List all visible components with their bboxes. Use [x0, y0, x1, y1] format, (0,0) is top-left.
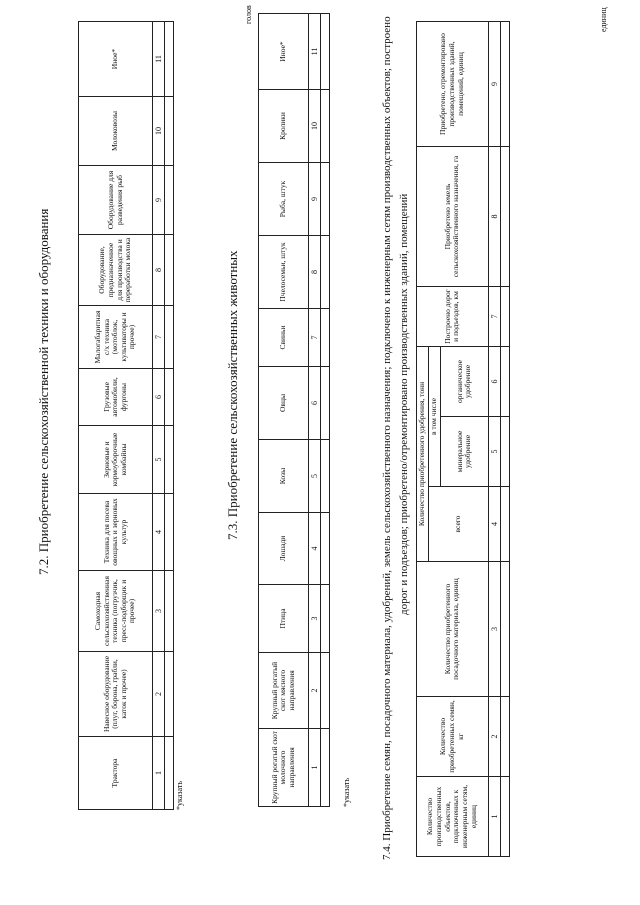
col-number: 3: [153, 571, 165, 652]
header-land: Приобретено земель сельскохозяйственного назначения, га: [417, 147, 489, 287]
col-number: 2: [153, 652, 165, 737]
col-number: 8: [309, 236, 321, 309]
header-combines: Зерновые и кормоуборочные комбайны: [79, 426, 153, 494]
col-number: 8: [153, 235, 165, 306]
header-goats: Козы: [259, 440, 309, 513]
empty-cell[interactable]: [165, 369, 174, 426]
col-number: 9: [309, 163, 321, 236]
empty-cell[interactable]: [500, 147, 509, 287]
header-other: Иное*: [259, 14, 309, 90]
col-number: 5: [153, 426, 165, 494]
col-number: 4: [488, 487, 500, 562]
col-number: 3: [488, 562, 500, 697]
header-roads: Построено дорог и подъездов, км: [417, 287, 489, 347]
header-objects-connected: Количество производственных объектов, подключенных к инженерным сетям, единиц: [417, 777, 489, 857]
empty-cell[interactable]: [321, 14, 330, 90]
empty-cell[interactable]: [321, 653, 330, 729]
header-fish: Рыба, штук: [259, 163, 309, 236]
section-72-table: [78, 21, 174, 810]
header-rabbits: Кролики: [259, 90, 309, 163]
header-trucks: Грузовые автомобили, фургоны: [79, 369, 153, 426]
header-fertilizer-total: всего: [429, 487, 489, 562]
col-number: 5: [309, 440, 321, 513]
col-number: 2: [309, 653, 321, 729]
section-73-footnote: *указать: [342, 778, 351, 807]
col-number: 7: [153, 306, 165, 369]
header-sowing-tech: Техника для посева овощных и зерновых культур: [79, 494, 153, 571]
empty-cell[interactable]: [321, 163, 330, 236]
section-72-footnote: *указать: [175, 781, 184, 810]
header-pigs: Свиньи: [259, 309, 309, 367]
col-number: 8: [488, 147, 500, 287]
empty-cell[interactable]: [500, 287, 509, 347]
header-attachments: Навесное оборудование (плуг, борона, грабли, каток и прочее): [79, 652, 153, 737]
col-number: 7: [309, 309, 321, 367]
header-fertilizer-mineral: минеральное удобрение: [440, 417, 488, 487]
section-72-unit: единиц: [599, 7, 608, 32]
section-74-table: [416, 21, 510, 857]
col-number: 10: [309, 90, 321, 163]
col-number: 1: [309, 729, 321, 807]
header-bee-colonies: Пчелосемьи, штук: [259, 236, 309, 309]
empty-cell[interactable]: [165, 571, 174, 652]
header-milk-trucks: Молоковозы: [79, 97, 153, 166]
empty-cell[interactable]: [321, 309, 330, 367]
empty-cell[interactable]: [165, 426, 174, 494]
col-number: 1: [153, 737, 165, 810]
header-fertilizer-including: в том числе: [429, 347, 441, 487]
section-73-title: 7.3. Приобретение сельскохозяйственных животных: [225, 250, 240, 540]
empty-cell[interactable]: [500, 22, 509, 147]
header-self-propelled: Самоходная сельскохозяйственная техника (погрузчик, пресс-подборщик и прочее): [79, 571, 153, 652]
empty-cell[interactable]: [165, 22, 174, 97]
col-number: 6: [153, 369, 165, 426]
empty-cell[interactable]: [500, 347, 509, 417]
section-74-title-line2: дорог и подъездов; приобретено/отремонтировано производственных зданий, помещений: [398, 193, 410, 615]
header-fertilizer: Количество приобретенного удобрения, тонн: [417, 347, 429, 562]
empty-cell[interactable]: [165, 235, 174, 306]
header-dairy-cattle: Крупный рогатый скот молочного направления: [259, 729, 309, 807]
header-sheep: Овцы: [259, 367, 309, 440]
col-number: 1: [488, 777, 500, 857]
col-number: 6: [309, 367, 321, 440]
empty-cell[interactable]: [321, 236, 330, 309]
section-74-title-line1: 7.4. Приобретение семян, посадочного материала, удобрений, земель сельскохозяйственного назначения; подключено к инженерным сетям производственных объектов; построено: [381, 16, 393, 860]
col-number: 11: [309, 14, 321, 90]
header-seeds: Количество приобретенных семян, кг: [417, 697, 489, 777]
header-fish-equipment: Оборудование для разведения рыб: [79, 166, 153, 235]
empty-cell[interactable]: [500, 487, 509, 562]
header-planting-material: Количество приобретенного посадочного материала, единиц: [417, 562, 489, 697]
col-number: 9: [488, 22, 500, 147]
header-fertilizer-organic: органическое удобрение: [440, 347, 488, 417]
empty-cell[interactable]: [321, 440, 330, 513]
col-number: 4: [153, 494, 165, 571]
col-number: 7: [488, 287, 500, 347]
empty-cell[interactable]: [165, 737, 174, 810]
empty-cell[interactable]: [165, 652, 174, 737]
col-number: 9: [153, 166, 165, 235]
empty-cell[interactable]: [165, 494, 174, 571]
header-tractors: Трактора: [79, 737, 153, 810]
header-horses: Лошади: [259, 513, 309, 585]
header-small-tech: Малогабаритная с/х техника (мотоблок, культиваторы и прочее): [79, 306, 153, 369]
empty-cell[interactable]: [321, 367, 330, 440]
col-number: 10: [153, 97, 165, 166]
empty-cell[interactable]: [321, 90, 330, 163]
col-number: 11: [153, 22, 165, 97]
empty-cell[interactable]: [500, 562, 509, 697]
header-milk-equipment: Оборудование, предназначенное для производства и переработки молока: [79, 235, 153, 306]
header-poultry: Птица: [259, 585, 309, 653]
empty-cell[interactable]: [321, 585, 330, 653]
empty-cell[interactable]: [165, 97, 174, 166]
col-number: 3: [309, 585, 321, 653]
empty-cell[interactable]: [500, 777, 509, 857]
section-73-unit: голов: [244, 5, 253, 24]
empty-cell[interactable]: [321, 729, 330, 807]
header-beef-cattle: Крупный рогатый скот мясного направления: [259, 653, 309, 729]
col-number: 5: [488, 417, 500, 487]
section-72-title: 7.2. Приобретение сельскохозяйственной техники и оборудования: [36, 208, 51, 575]
col-number: 2: [488, 697, 500, 777]
section-73-table: [258, 13, 330, 807]
empty-cell[interactable]: [500, 417, 509, 487]
header-other: Иное*: [79, 22, 153, 97]
empty-cell[interactable]: [321, 513, 330, 585]
empty-cell[interactable]: [165, 166, 174, 235]
col-number: 4: [309, 513, 321, 585]
header-buildings: Приобретено, отремонтировано производственных зданий, помещений, единиц: [417, 22, 489, 147]
empty-cell[interactable]: [165, 306, 174, 369]
empty-cell[interactable]: [500, 697, 509, 777]
col-number: 6: [488, 347, 500, 417]
